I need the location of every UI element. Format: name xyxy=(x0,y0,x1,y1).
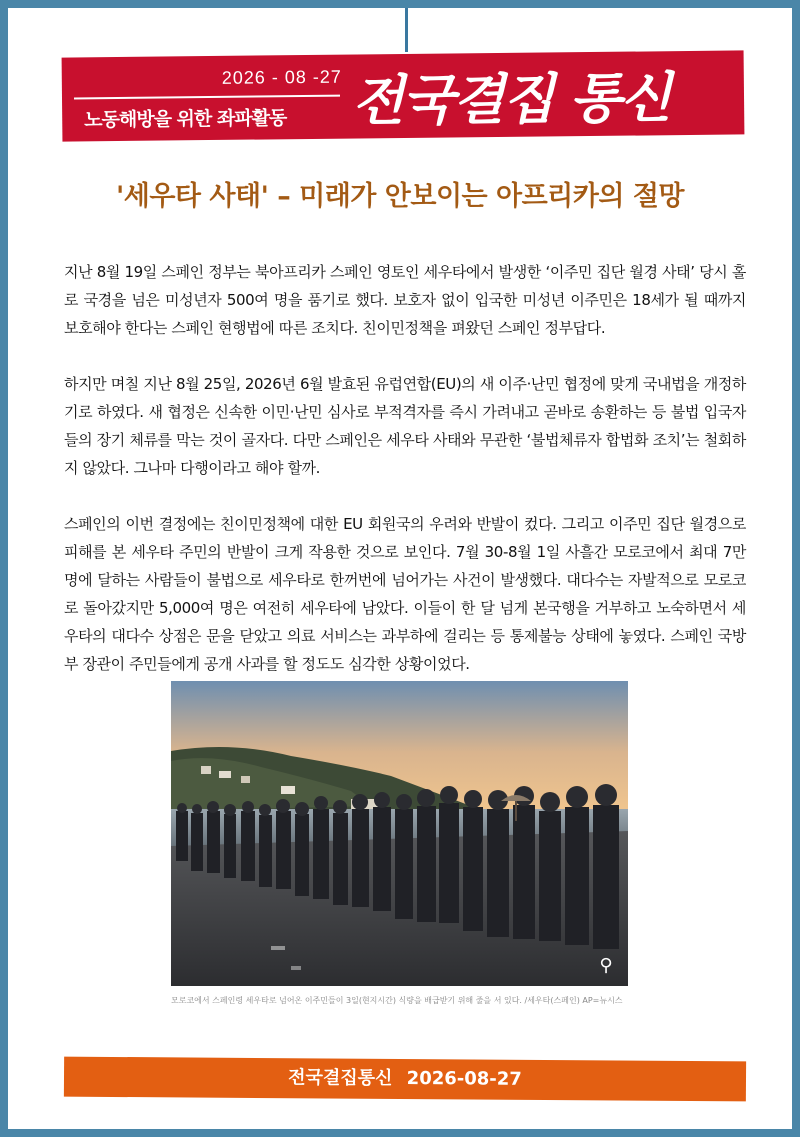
magnify-icon[interactable]: ⚲ xyxy=(599,955,613,976)
migrants-queue-photo xyxy=(171,681,628,986)
paragraph: 지난 8월 19일 스페인 정부는 북아프리카 스페인 영토인 세우타에서 발생한 ‘이주민 집단 월경 사태’ 당시 홀로 국경을 넘은 미성년자 500여 명을 품기로 했다. 보호자 없이 입국한 미성년 이주민은 18세가 될 때까지 보호해야 한다는 스페인 현행법에 따른 조치다. 친이민정책을 펴왔던 스페인 정부답다. xyxy=(64,263,746,337)
article-body xyxy=(64,258,746,706)
footer-banner xyxy=(64,1057,746,1102)
article-photo[interactable] xyxy=(171,681,628,986)
paragraph: 하지만 며칠 지난 8월 25일, 2026년 6월 발효된 유럽연합(EU)의 새 이주·난민 협정에 맞게 국내법을 개정하기로 하였다. 새 협정은 신속한 이민·난민 심사로 부적격자를 즉시 가려내고 곧바로 송환하는 등 불법 입국자들의 장기 체류를 막는 것이 골자다. 다만 스페인은 세우타 사태와 무관한 ‘불법체류자 합법화 조치’는 철회하지 않았다. 그나마 다행이라고 해야 할까. xyxy=(64,375,746,477)
masthead-rule xyxy=(74,95,340,100)
masthead-banner xyxy=(62,50,745,141)
top-divider-line xyxy=(405,8,408,52)
newsletter-page xyxy=(8,8,792,1129)
footer-text: 전국결집통신 2026-08-27 xyxy=(288,1067,522,1090)
masthead-date: 2026 - 08 -27 xyxy=(221,66,342,88)
photo-caption: 모로코에서 스페인령 세우타로 넘어온 이주민들이 3일(현지시간) 식량을 배급받기 위해 줄을 서 있다. /세우타(스페인) AP=뉴시스 xyxy=(171,996,623,1005)
article-headline: '세우타 사태' – 미래가 안보이는 아프리카의 절망 xyxy=(116,181,684,212)
masthead-title: 전국결집 통신 xyxy=(351,66,671,133)
paragraph: 스페인의 이번 결정에는 친이민정책에 대한 EU 회원국의 우려와 반발이 컸다. 그리고 이주민 집단 월경으로 피해를 본 세우타 주민의 반발이 크게 작용한 것으로 보인다. 7월 30-8월 1일 사흘간 모로코에서 최대 7만 명에 달하는 사람들이 불법으로 세우타로 한꺼번에 넘어가는 사건이 발생했다. 대다수는 자발적으로 모로코로 돌아갔지만 5,000여 명은 여전히 세우타에 남았다. 이들이 한 달 넘게 본국행을 거부하고 노숙하면서 세우타의 대다수 상점은 문을 닫았고 의료 서비스는 과부하에 걸리는 등 통제불능 상태에 놓였다. 스페인 국방부 장관이 주민들에게 공개 사과를 할 정도도 심각한 상황이었다. xyxy=(64,515,746,673)
masthead-subtitle: 노동해방을 위한 좌파활동 xyxy=(84,107,287,132)
